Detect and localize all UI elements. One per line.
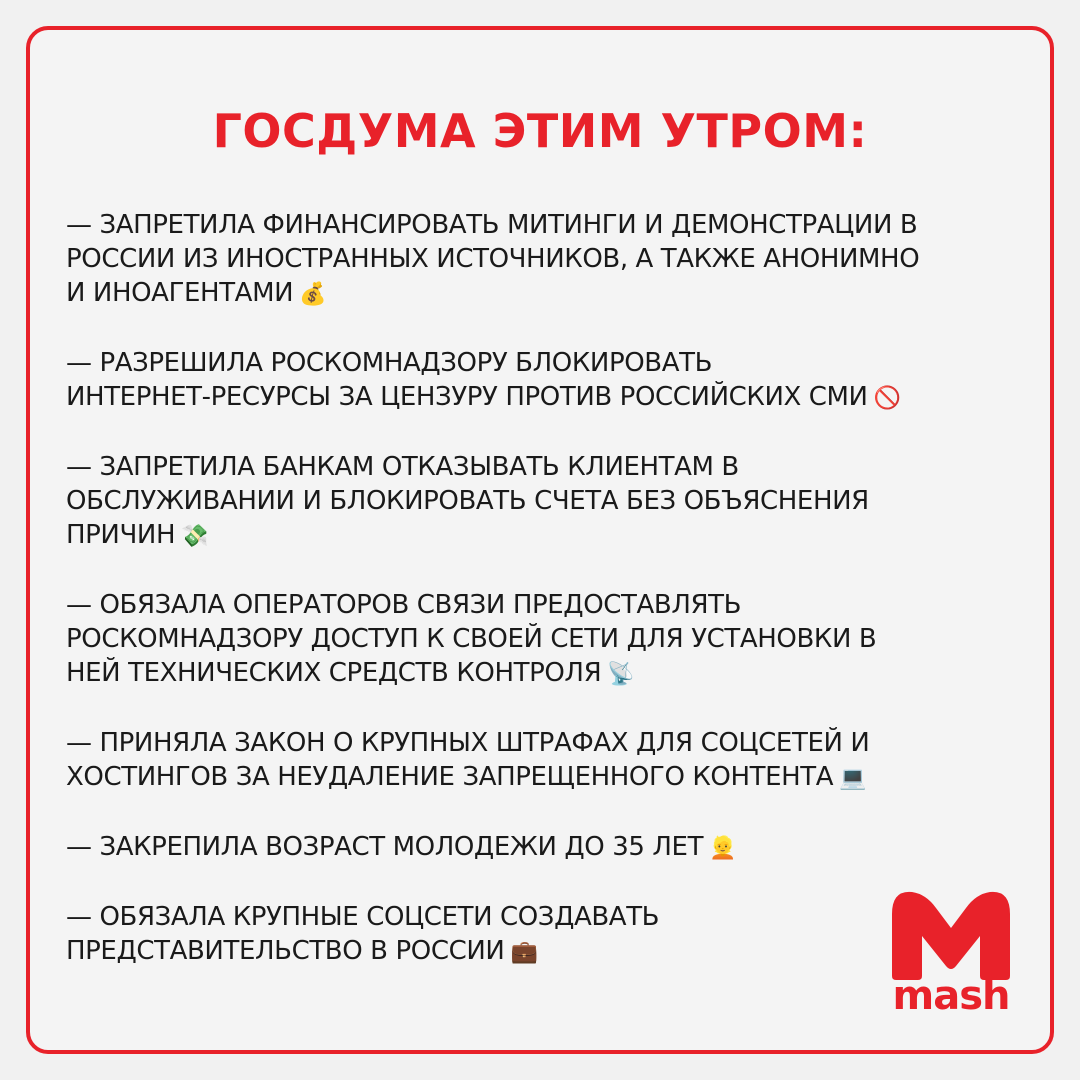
item-line: РОССИИ ИЗ ИНОСТРАННЫХ ИСТОЧНИКОВ, А ТАКЖЕ АНОНИМНО <box>66 244 920 274</box>
item-line: РОСКОМНАДЗОРУ ДОСТУП К СВОЕЙ СЕТИ ДЛЯ УСТАНОВКИ В <box>66 624 877 654</box>
laptop-icon: 💻 <box>839 766 867 791</box>
item-line: — РАЗРЕШИЛА РОСКОМНАДЗОРУ БЛОКИРОВАТЬ <box>66 348 713 378</box>
news-list <box>66 208 1026 1004</box>
prohibited-icon: 🚫 <box>873 386 901 411</box>
money-wings-icon: 💸 <box>181 524 209 549</box>
mash-logo <box>886 886 1016 1028</box>
list-item <box>66 450 1026 554</box>
item-line: ПРИЧИН <box>66 520 176 550</box>
blond-person-icon: 👱 <box>709 836 737 861</box>
list-item <box>66 900 1026 970</box>
page-title: ГОСДУМА ЭТИМ УТРОМ: <box>212 104 868 158</box>
list-item <box>66 830 1026 866</box>
item-line: ИНТЕРНЕТ-РЕСУРСЫ ЗА ЦЕНЗУРУ ПРОТИВ РОССИЙСКИХ СМИ <box>66 382 868 412</box>
item-line: ПРЕДСТАВИТЕЛЬСТВО В РОССИИ <box>66 936 505 966</box>
mash-logo-text: mash <box>892 973 1010 1019</box>
list-item <box>66 208 1026 312</box>
item-line: НЕЙ ТЕХНИЧЕСКИХ СРЕДСТВ КОНТРОЛЯ <box>66 658 602 688</box>
briefcase-icon: 💼 <box>510 940 538 965</box>
item-line: ХОСТИНГОВ ЗА НЕУДАЛЕНИЕ ЗАПРЕЩЕННОГО КОНТЕНТА <box>66 762 834 792</box>
mash-m-logo-icon <box>888 886 1014 982</box>
list-item <box>66 346 1026 416</box>
item-line: — ЗАПРЕТИЛА БАНКАМ ОТКАЗЫВАТЬ КЛИЕНТАМ В <box>66 452 739 482</box>
item-line: — ЗАКРЕПИЛА ВОЗРАСТ МОЛОДЕЖИ ДО 35 ЛЕТ <box>66 832 704 862</box>
satellite-antenna-icon: 📡 <box>607 662 635 687</box>
item-line: ОБСЛУЖИВАНИИ И БЛОКИРОВАТЬ СЧЕТА БЕЗ ОБЪЯСНЕНИЯ <box>66 486 869 516</box>
list-item <box>66 588 1026 692</box>
item-line: — ЗАПРЕТИЛА ФИНАНСИРОВАТЬ МИТИНГИ И ДЕМОНСТРАЦИИ В <box>66 210 918 240</box>
money-bag-icon: 💰 <box>299 282 327 307</box>
list-item <box>66 726 1026 796</box>
item-line: — ОБЯЗАЛА КРУПНЫЕ СОЦСЕТИ СОЗДАВАТЬ <box>66 902 660 932</box>
item-line: — ПРИНЯЛА ЗАКОН О КРУПНЫХ ШТРАФАХ ДЛЯ СОЦСЕТЕЙ И <box>66 728 870 758</box>
item-line: — ОБЯЗАЛА ОПЕРАТОРОВ СВЯЗИ ПРЕДОСТАВЛЯТЬ <box>66 590 742 620</box>
item-line: И ИНОАГЕНТАМИ <box>66 278 294 308</box>
